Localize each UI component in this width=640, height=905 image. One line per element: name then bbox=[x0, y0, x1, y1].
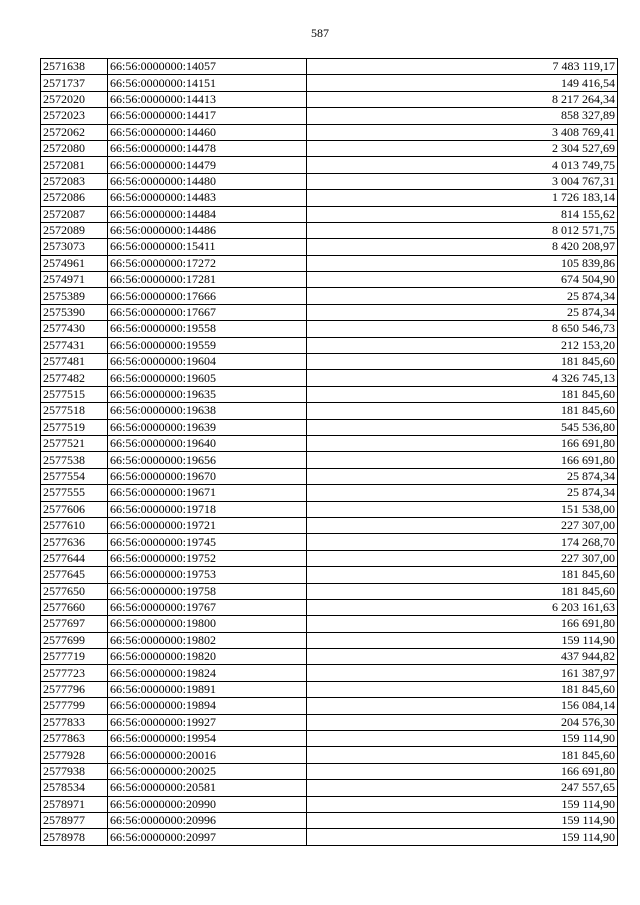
cadastral-number-cell: 66:56:0000000:19656 bbox=[108, 452, 307, 468]
table-row bbox=[41, 386, 618, 402]
cadastral-number-cell: 66:56:0000000:19639 bbox=[108, 419, 307, 435]
value-cell: 25 874,34 bbox=[307, 485, 618, 501]
value-cell: 159 114,90 bbox=[307, 731, 618, 747]
cadastral-number-cell: 66:56:0000000:15411 bbox=[108, 239, 307, 255]
table-row bbox=[41, 288, 618, 304]
table-row bbox=[41, 747, 618, 763]
value-cell: 181 845,60 bbox=[307, 403, 618, 419]
table-row bbox=[41, 649, 618, 665]
record-id-cell: 2575390 bbox=[41, 304, 108, 320]
cadastral-number-cell: 66:56:0000000:19745 bbox=[108, 534, 307, 550]
table-row bbox=[41, 403, 618, 419]
cadastral-number-cell: 66:56:0000000:14484 bbox=[108, 206, 307, 222]
record-id-cell: 2578978 bbox=[41, 829, 108, 845]
cadastral-number-cell: 66:56:0000000:14486 bbox=[108, 222, 307, 238]
table-row bbox=[41, 272, 618, 288]
record-id-cell: 2577515 bbox=[41, 386, 108, 402]
cadastral-number-cell: 66:56:0000000:19558 bbox=[108, 321, 307, 337]
record-id-cell: 2577833 bbox=[41, 714, 108, 730]
record-id-cell: 2577928 bbox=[41, 747, 108, 763]
record-id-cell: 2577482 bbox=[41, 370, 108, 386]
value-cell: 151 538,00 bbox=[307, 501, 618, 517]
cadastral-number-cell: 66:56:0000000:14413 bbox=[108, 91, 307, 107]
cadastral-number-cell: 66:56:0000000:19820 bbox=[108, 649, 307, 665]
cadastral-number-cell: 66:56:0000000:19954 bbox=[108, 731, 307, 747]
table-row bbox=[41, 567, 618, 583]
record-id-cell: 2572020 bbox=[41, 91, 108, 107]
record-id-cell: 2572023 bbox=[41, 108, 108, 124]
cadastral-number-cell: 66:56:0000000:20996 bbox=[108, 812, 307, 828]
cadastral-number-cell: 66:56:0000000:19894 bbox=[108, 698, 307, 714]
table-row bbox=[41, 124, 618, 140]
value-cell: 212 153,20 bbox=[307, 337, 618, 353]
table-row bbox=[41, 419, 618, 435]
cadastral-number-cell: 66:56:0000000:19559 bbox=[108, 337, 307, 353]
table-row bbox=[41, 468, 618, 484]
value-cell: 8 420 208,97 bbox=[307, 239, 618, 255]
value-cell: 25 874,34 bbox=[307, 468, 618, 484]
table-row bbox=[41, 75, 618, 91]
value-cell: 227 307,00 bbox=[307, 517, 618, 533]
value-cell: 8 012 571,75 bbox=[307, 222, 618, 238]
cadastral-number-cell: 66:56:0000000:19718 bbox=[108, 501, 307, 517]
table-row bbox=[41, 304, 618, 320]
table-row bbox=[41, 239, 618, 255]
table-row bbox=[41, 681, 618, 697]
table-row bbox=[41, 222, 618, 238]
cadastral-number-cell: 66:56:0000000:17666 bbox=[108, 288, 307, 304]
table-row bbox=[41, 337, 618, 353]
value-cell: 3 408 769,41 bbox=[307, 124, 618, 140]
page-number: 587 bbox=[311, 26, 329, 40]
cadastral-number-cell: 66:56:0000000:19604 bbox=[108, 354, 307, 370]
record-id-cell: 2577481 bbox=[41, 354, 108, 370]
record-id-cell: 2571638 bbox=[41, 59, 108, 75]
table-row bbox=[41, 173, 618, 189]
record-id-cell: 2572062 bbox=[41, 124, 108, 140]
value-cell: 166 691,80 bbox=[307, 452, 618, 468]
cadastral-number-cell: 66:56:0000000:14057 bbox=[108, 59, 307, 75]
cadastral-number-cell: 66:56:0000000:17667 bbox=[108, 304, 307, 320]
record-id-cell: 2577554 bbox=[41, 468, 108, 484]
record-id-cell: 2577521 bbox=[41, 435, 108, 451]
table-row bbox=[41, 517, 618, 533]
value-cell: 8 217 264,34 bbox=[307, 91, 618, 107]
value-cell: 1 726 183,14 bbox=[307, 190, 618, 206]
value-cell: 174 268,70 bbox=[307, 534, 618, 550]
record-id-cell: 2572083 bbox=[41, 173, 108, 189]
value-cell: 227 307,00 bbox=[307, 550, 618, 566]
record-id-cell: 2577555 bbox=[41, 485, 108, 501]
value-cell: 8 650 546,73 bbox=[307, 321, 618, 337]
value-cell: 166 691,80 bbox=[307, 435, 618, 451]
table-row bbox=[41, 812, 618, 828]
value-cell: 25 874,34 bbox=[307, 304, 618, 320]
cadastral-number-cell: 66:56:0000000:19638 bbox=[108, 403, 307, 419]
cadastral-number-cell: 66:56:0000000:14151 bbox=[108, 75, 307, 91]
record-id-cell: 2577645 bbox=[41, 567, 108, 583]
value-cell: 181 845,60 bbox=[307, 747, 618, 763]
record-id-cell: 2574971 bbox=[41, 272, 108, 288]
record-id-cell: 2571737 bbox=[41, 75, 108, 91]
cadastral-number-cell: 66:56:0000000:19671 bbox=[108, 485, 307, 501]
value-cell: 166 691,80 bbox=[307, 616, 618, 632]
record-id-cell: 2577697 bbox=[41, 616, 108, 632]
cadastral-number-cell: 66:56:0000000:14480 bbox=[108, 173, 307, 189]
cadastral-number-cell: 66:56:0000000:19752 bbox=[108, 550, 307, 566]
value-cell: 25 874,34 bbox=[307, 288, 618, 304]
record-id-cell: 2572086 bbox=[41, 190, 108, 206]
cadastral-number-cell: 66:56:0000000:14417 bbox=[108, 108, 307, 124]
table-row bbox=[41, 206, 618, 222]
cadastral-number-cell: 66:56:0000000:20990 bbox=[108, 796, 307, 812]
value-cell: 181 845,60 bbox=[307, 354, 618, 370]
record-id-cell: 2577699 bbox=[41, 632, 108, 648]
registry-table bbox=[40, 58, 618, 846]
cadastral-number-cell: 66:56:0000000:19605 bbox=[108, 370, 307, 386]
value-cell: 247 557,65 bbox=[307, 780, 618, 796]
record-id-cell: 2574961 bbox=[41, 255, 108, 271]
value-cell: 814 155,62 bbox=[307, 206, 618, 222]
record-id-cell: 2577719 bbox=[41, 649, 108, 665]
table-row bbox=[41, 91, 618, 107]
value-cell: 4 326 745,13 bbox=[307, 370, 618, 386]
table-row bbox=[41, 763, 618, 779]
value-cell: 4 013 749,75 bbox=[307, 157, 618, 173]
table-row bbox=[41, 796, 618, 812]
table-row bbox=[41, 435, 618, 451]
value-cell: 149 416,54 bbox=[307, 75, 618, 91]
cadastral-number-cell: 66:56:0000000:19635 bbox=[108, 386, 307, 402]
cadastral-number-cell: 66:56:0000000:20997 bbox=[108, 829, 307, 845]
cadastral-number-cell: 66:56:0000000:17272 bbox=[108, 255, 307, 271]
cadastral-number-cell: 66:56:0000000:14460 bbox=[108, 124, 307, 140]
value-cell: 3 004 767,31 bbox=[307, 173, 618, 189]
value-cell: 2 304 527,69 bbox=[307, 140, 618, 156]
table-row bbox=[41, 599, 618, 615]
value-cell: 181 845,60 bbox=[307, 681, 618, 697]
record-id-cell: 2577799 bbox=[41, 698, 108, 714]
record-id-cell: 2577610 bbox=[41, 517, 108, 533]
cadastral-number-cell: 66:56:0000000:20025 bbox=[108, 763, 307, 779]
value-cell: 545 536,80 bbox=[307, 419, 618, 435]
table-row bbox=[41, 452, 618, 468]
value-cell: 159 114,90 bbox=[307, 632, 618, 648]
cadastral-number-cell: 66:56:0000000:14478 bbox=[108, 140, 307, 156]
registry-table-body bbox=[41, 59, 618, 846]
table-row bbox=[41, 731, 618, 747]
cadastral-number-cell: 66:56:0000000:19758 bbox=[108, 583, 307, 599]
cadastral-number-cell: 66:56:0000000:19891 bbox=[108, 681, 307, 697]
cadastral-number-cell: 66:56:0000000:19824 bbox=[108, 665, 307, 681]
record-id-cell: 2577538 bbox=[41, 452, 108, 468]
table-row bbox=[41, 501, 618, 517]
record-id-cell: 2577660 bbox=[41, 599, 108, 615]
record-id-cell: 2577796 bbox=[41, 681, 108, 697]
table-row bbox=[41, 140, 618, 156]
value-cell: 166 691,80 bbox=[307, 763, 618, 779]
record-id-cell: 2572087 bbox=[41, 206, 108, 222]
cadastral-number-cell: 66:56:0000000:19721 bbox=[108, 517, 307, 533]
table-row bbox=[41, 370, 618, 386]
record-id-cell: 2577636 bbox=[41, 534, 108, 550]
record-id-cell: 2572089 bbox=[41, 222, 108, 238]
record-id-cell: 2577644 bbox=[41, 550, 108, 566]
table-row bbox=[41, 157, 618, 173]
record-id-cell: 2572080 bbox=[41, 140, 108, 156]
table-row bbox=[41, 534, 618, 550]
value-cell: 858 327,89 bbox=[307, 108, 618, 124]
cadastral-number-cell: 66:56:0000000:17281 bbox=[108, 272, 307, 288]
table-row bbox=[41, 354, 618, 370]
record-id-cell: 2577606 bbox=[41, 501, 108, 517]
value-cell: 159 114,90 bbox=[307, 829, 618, 845]
record-id-cell: 2575389 bbox=[41, 288, 108, 304]
record-id-cell: 2577430 bbox=[41, 321, 108, 337]
value-cell: 159 114,90 bbox=[307, 812, 618, 828]
cadastral-number-cell: 66:56:0000000:19767 bbox=[108, 599, 307, 615]
record-id-cell: 2577519 bbox=[41, 419, 108, 435]
record-id-cell: 2577863 bbox=[41, 731, 108, 747]
value-cell: 159 114,90 bbox=[307, 796, 618, 812]
cadastral-number-cell: 66:56:0000000:19670 bbox=[108, 468, 307, 484]
table-row bbox=[41, 583, 618, 599]
value-cell: 181 845,60 bbox=[307, 386, 618, 402]
cadastral-number-cell: 66:56:0000000:14479 bbox=[108, 157, 307, 173]
cadastral-number-cell: 66:56:0000000:20581 bbox=[108, 780, 307, 796]
table-row bbox=[41, 780, 618, 796]
table-row bbox=[41, 321, 618, 337]
record-id-cell: 2577938 bbox=[41, 763, 108, 779]
record-id-cell: 2573073 bbox=[41, 239, 108, 255]
value-cell: 161 387,97 bbox=[307, 665, 618, 681]
table-row bbox=[41, 190, 618, 206]
value-cell: 6 203 161,63 bbox=[307, 599, 618, 615]
value-cell: 156 084,14 bbox=[307, 698, 618, 714]
value-cell: 437 944,82 bbox=[307, 649, 618, 665]
value-cell: 181 845,60 bbox=[307, 583, 618, 599]
record-id-cell: 2578534 bbox=[41, 780, 108, 796]
value-cell: 674 504,90 bbox=[307, 272, 618, 288]
cadastral-number-cell: 66:56:0000000:19800 bbox=[108, 616, 307, 632]
record-id-cell: 2572081 bbox=[41, 157, 108, 173]
value-cell: 181 845,60 bbox=[307, 567, 618, 583]
table-row bbox=[41, 108, 618, 124]
cadastral-number-cell: 66:56:0000000:20016 bbox=[108, 747, 307, 763]
table-row bbox=[41, 616, 618, 632]
value-cell: 204 576,30 bbox=[307, 714, 618, 730]
table-row bbox=[41, 550, 618, 566]
cadastral-number-cell: 66:56:0000000:19927 bbox=[108, 714, 307, 730]
table-row bbox=[41, 255, 618, 271]
table-row bbox=[41, 665, 618, 681]
cadastral-number-cell: 66:56:0000000:14483 bbox=[108, 190, 307, 206]
table-row bbox=[41, 714, 618, 730]
record-id-cell: 2577518 bbox=[41, 403, 108, 419]
cadastral-number-cell: 66:56:0000000:19802 bbox=[108, 632, 307, 648]
record-id-cell: 2578977 bbox=[41, 812, 108, 828]
record-id-cell: 2577650 bbox=[41, 583, 108, 599]
value-cell: 7 483 119,17 bbox=[307, 59, 618, 75]
table-row bbox=[41, 485, 618, 501]
cadastral-number-cell: 66:56:0000000:19753 bbox=[108, 567, 307, 583]
record-id-cell: 2577723 bbox=[41, 665, 108, 681]
table-row bbox=[41, 698, 618, 714]
table-row bbox=[41, 829, 618, 845]
table-row bbox=[41, 59, 618, 75]
record-id-cell: 2578971 bbox=[41, 796, 108, 812]
table-row bbox=[41, 632, 618, 648]
record-id-cell: 2577431 bbox=[41, 337, 108, 353]
cadastral-number-cell: 66:56:0000000:19640 bbox=[108, 435, 307, 451]
value-cell: 105 839,86 bbox=[307, 255, 618, 271]
